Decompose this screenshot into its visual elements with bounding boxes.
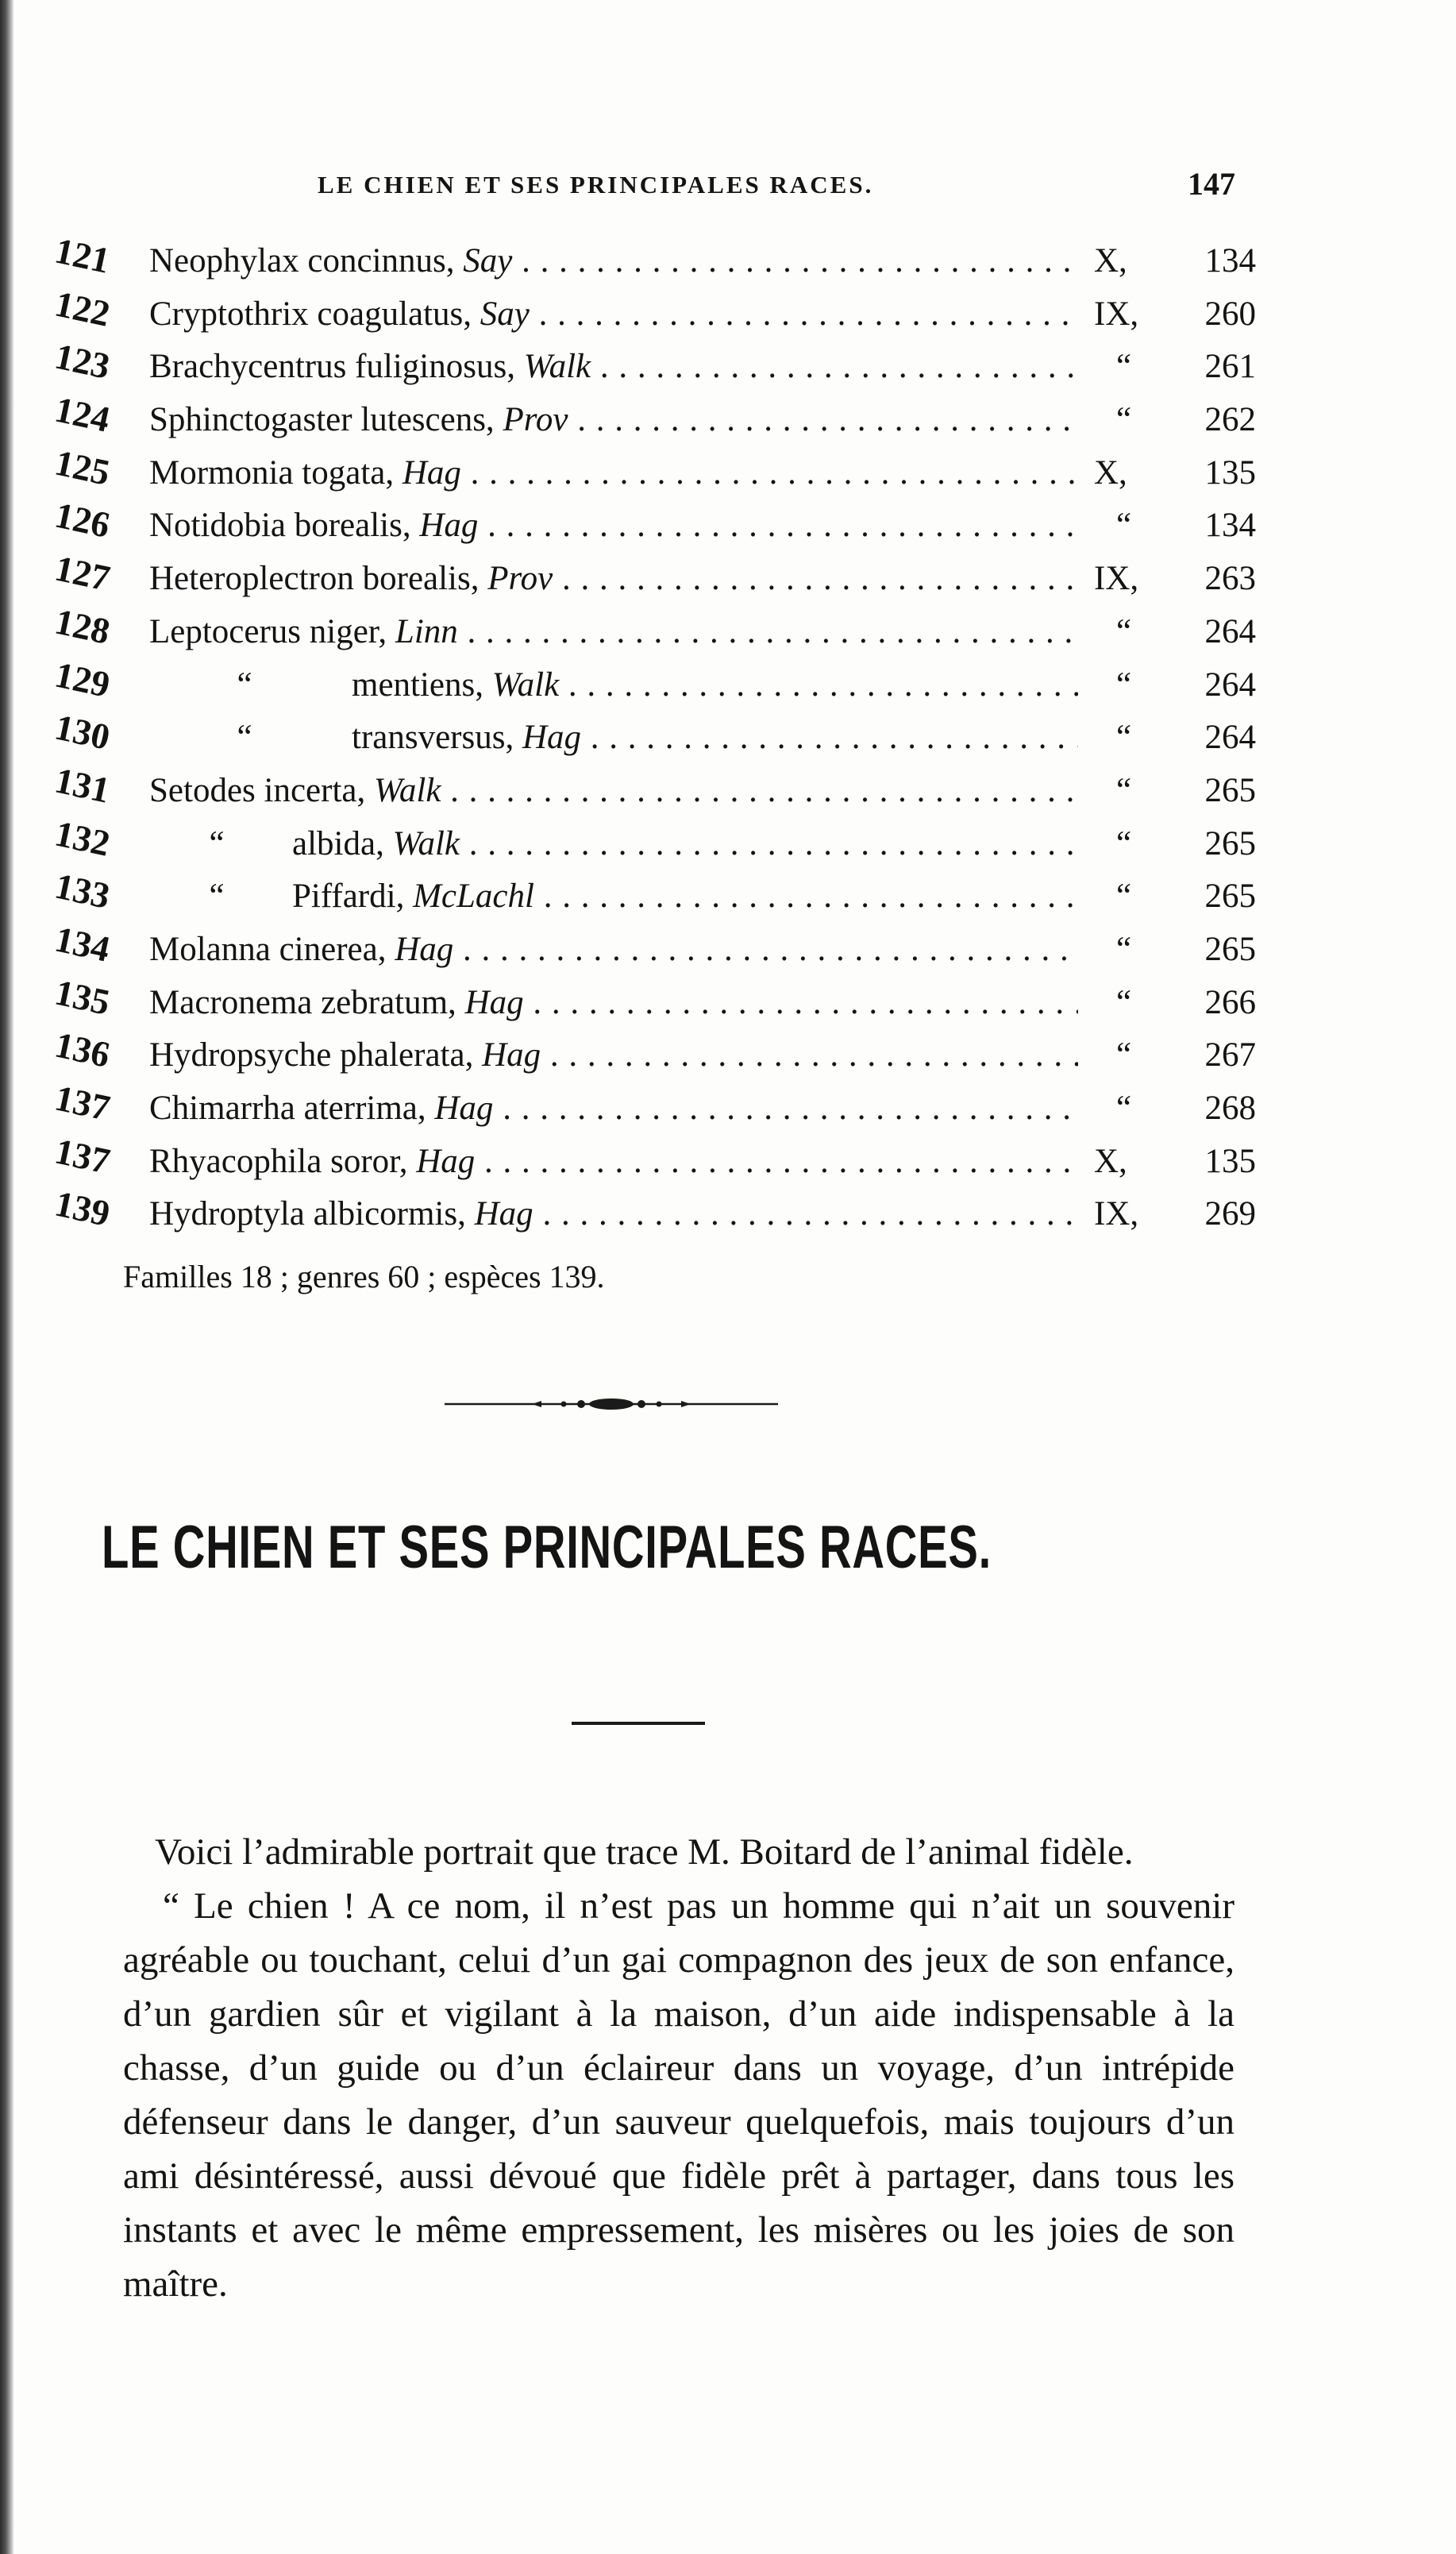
- volume-reference: “: [1116, 930, 1132, 968]
- entry-name: [149, 977, 1078, 1029]
- taxon-author: Hag: [402, 453, 461, 492]
- volume-reference: X,: [1094, 1142, 1127, 1180]
- index-entry: [48, 918, 1256, 977]
- volume-reference: “: [1116, 719, 1132, 757]
- taxon-name: Neophylax concinnus,: [149, 242, 464, 280]
- entry-number: 132: [51, 812, 114, 864]
- taxon-author: Hag: [416, 1142, 476, 1180]
- page-reference: 134: [1204, 507, 1256, 545]
- index-entry: [48, 547, 1256, 606]
- taxon-author: Walk: [523, 348, 591, 386]
- index-entry: [48, 971, 1256, 1030]
- page-reference: 135: [1204, 453, 1256, 492]
- entry-name: [149, 394, 1078, 446]
- volume-reference: “: [1116, 824, 1132, 862]
- page-reference: 265: [1204, 930, 1256, 968]
- page-reference: 265: [1204, 771, 1256, 809]
- taxon-name: transversus,: [352, 719, 522, 757]
- volume-reference: “: [1116, 348, 1132, 386]
- page-number: 147: [1188, 166, 1235, 202]
- entry-number: 137: [51, 1077, 114, 1128]
- index-summary: Familles 18 ; genres 60 ; espèces 139.: [123, 1259, 605, 1294]
- page-reference: 266: [1204, 983, 1256, 1021]
- taxon-author: Hag: [395, 930, 454, 968]
- taxon-name: Piffardi,: [292, 878, 414, 916]
- entry-number: 122: [51, 283, 114, 334]
- volume-reference: X,: [1094, 242, 1127, 280]
- entry-name: [149, 924, 1078, 976]
- taxon-author: Walk: [374, 771, 441, 809]
- volume-reference: “: [1116, 771, 1132, 809]
- volume-reference: “: [1116, 878, 1132, 916]
- entry-number: 129: [51, 654, 114, 705]
- taxon-name: Hydropsyche phalerata,: [149, 1036, 483, 1074]
- binding-shadow: [0, 0, 14, 2554]
- entry-name: [149, 1082, 1078, 1135]
- index-entry: [48, 335, 1256, 394]
- page-reference: 260: [1204, 295, 1256, 333]
- volume-reference: “: [1116, 983, 1132, 1021]
- page-reference: 262: [1204, 401, 1256, 439]
- taxon-name: Setodes incerta,: [149, 771, 374, 809]
- entry-number: 125: [51, 442, 114, 493]
- volume-reference: “: [1116, 1036, 1132, 1074]
- volume-reference: “: [1116, 612, 1132, 650]
- entry-number: 124: [51, 388, 114, 440]
- index-entry: [48, 1130, 1256, 1189]
- page-reference: 265: [1204, 824, 1256, 862]
- paragraph-1: Voici l’admirable portrait que trace M. Boitard de l’animal fidèle.: [155, 1831, 1134, 1873]
- taxon-author: Hag: [522, 719, 582, 757]
- entry-number: 133: [51, 865, 114, 917]
- page-reference: 261: [1204, 348, 1256, 386]
- page-reference: 264: [1204, 666, 1256, 704]
- page-reference: 264: [1204, 719, 1256, 757]
- taxon-name: Rhyacophila soror,: [149, 1142, 417, 1180]
- volume-reference: “: [1116, 666, 1132, 704]
- entry-name: [149, 553, 1078, 605]
- volume-reference: IX,: [1094, 295, 1139, 333]
- entry-name: [149, 818, 1078, 870]
- paragraph-2: “ Le chien ! A ce nom, il n’est pas un homme qui n’ait un souvenir agréable ou touchant, celui d’un gai compagnon des jeux de son enfance, d’un gardien sûr et vigilant à la maison, d’un aide indispensable à la chasse, d’un guide ou d’un éclaireur dans un voyage, d’un intrépide défenseur dans le danger, d’un sauveur quelquefois, mais toujours d’un ami désintéressé, aussi dévoué que fidèle prêt à partager, dans tous les instants et avec le même empressement, les misères ou les joies de son maître.: [123, 1885, 1235, 2305]
- index-entry: [48, 654, 1256, 712]
- taxon-name: Macronema zebratum,: [149, 983, 465, 1021]
- page-reference: 134: [1204, 242, 1256, 280]
- index-entry: [48, 388, 1256, 447]
- entry-number: 127: [51, 547, 114, 599]
- index-entry: [48, 1182, 1256, 1241]
- entry-number: 128: [51, 600, 114, 652]
- index-entry: [48, 600, 1256, 659]
- volume-reference: “: [1116, 401, 1132, 439]
- entry-name: [149, 1136, 1078, 1188]
- index-entry: [48, 442, 1256, 500]
- volume-reference: IX,: [1094, 1195, 1139, 1233]
- entry-number: 134: [51, 918, 114, 970]
- taxon-name: Brachycentrus fuliginosus,: [149, 348, 524, 386]
- ditto-mark: “: [237, 666, 252, 704]
- taxon-author: Hag: [419, 507, 479, 545]
- taxon-name: albida,: [292, 824, 393, 862]
- taxon-name: Hydroptyla albicormis,: [149, 1195, 475, 1233]
- page-reference: 269: [1204, 1195, 1256, 1233]
- taxon-name: Notidobia borealis,: [149, 507, 420, 545]
- entry-name: [149, 606, 1078, 658]
- index-entry: [48, 495, 1256, 553]
- taxon-name: Mormonia togata,: [149, 453, 403, 492]
- page-reference: 265: [1204, 878, 1256, 916]
- taxon-author: Prov: [487, 560, 553, 598]
- entry-name: [149, 341, 1078, 393]
- entry-name: [149, 235, 1078, 287]
- ditto-mark: “: [237, 719, 252, 757]
- running-head: LE CHIEN ET SES PRINCIPALES RACES.: [318, 171, 874, 199]
- entry-number: 139: [51, 1182, 114, 1235]
- fleuron-ornament: [445, 1392, 778, 1416]
- taxon-author: Say: [463, 242, 513, 280]
- taxon-name: Cryptothrix coagulatus,: [149, 295, 480, 333]
- body-text: [123, 1825, 1235, 2311]
- taxon-author: Say: [480, 295, 530, 333]
- page-reference: 263: [1204, 560, 1256, 598]
- taxon-name: Chimarrha aterrima,: [149, 1090, 435, 1127]
- entry-name: [149, 1029, 1078, 1082]
- entry-number: 126: [51, 495, 114, 546]
- entry-number: 131: [51, 759, 114, 811]
- taxon-author: McLachl: [413, 878, 534, 916]
- taxon-author: Hag: [474, 1195, 533, 1233]
- index-entry: [48, 1024, 1256, 1082]
- page-reference: 135: [1204, 1142, 1256, 1180]
- entry-name: [149, 712, 1078, 764]
- page-reference: 267: [1204, 1036, 1256, 1074]
- taxon-author: Walk: [392, 824, 460, 862]
- index-entry: [48, 230, 1256, 288]
- entry-number: 137: [51, 1130, 114, 1182]
- title-rule: [572, 1722, 705, 1725]
- entry-number: 121: [51, 230, 114, 281]
- volume-reference: “: [1116, 507, 1132, 545]
- index-entry: [48, 1077, 1256, 1136]
- entry-number: 130: [51, 706, 114, 758]
- entry-name: [149, 288, 1078, 341]
- page-reference: 268: [1204, 1090, 1256, 1127]
- ditto-mark: “: [209, 824, 225, 862]
- species-index-list: [48, 230, 1256, 1241]
- taxon-name: mentiens,: [352, 666, 492, 704]
- volume-reference: IX,: [1094, 560, 1139, 598]
- section-title: LE CHIEN ET SES PRINCIPALES RACES.: [102, 1514, 992, 1581]
- entry-number: 135: [51, 971, 114, 1023]
- taxon-author: Walk: [491, 666, 560, 704]
- index-entry: [48, 812, 1256, 871]
- entry-number: 123: [51, 335, 114, 388]
- entry-name: [149, 500, 1078, 552]
- taxon-author: Prov: [503, 401, 568, 439]
- entry-name: [149, 447, 1078, 500]
- taxon-author: Hag: [464, 983, 524, 1021]
- taxon-name: Molanna cinerea,: [149, 930, 395, 968]
- taxon-name: Heteroplectron borealis,: [149, 560, 488, 598]
- volume-reference: X,: [1094, 453, 1127, 492]
- entry-name: [149, 870, 1078, 923]
- taxon-author: Hag: [434, 1090, 494, 1127]
- index-entry: [48, 283, 1256, 341]
- entry-number: 136: [51, 1024, 114, 1076]
- taxon-author: Linn: [395, 612, 458, 650]
- taxon-name: Sphinctogaster lutescens,: [149, 401, 503, 439]
- index-entry: [48, 865, 1256, 924]
- volume-reference: “: [1116, 1090, 1132, 1127]
- ditto-mark: “: [209, 878, 225, 916]
- entry-name: [149, 765, 1078, 817]
- page-reference: 264: [1204, 612, 1256, 650]
- index-entry: [48, 706, 1256, 765]
- index-entry: [48, 759, 1256, 818]
- taxon-name: Leptocerus niger,: [149, 612, 395, 650]
- entry-name: [149, 1188, 1078, 1240]
- entry-name: [149, 659, 1078, 712]
- taxon-author: Hag: [482, 1036, 541, 1074]
